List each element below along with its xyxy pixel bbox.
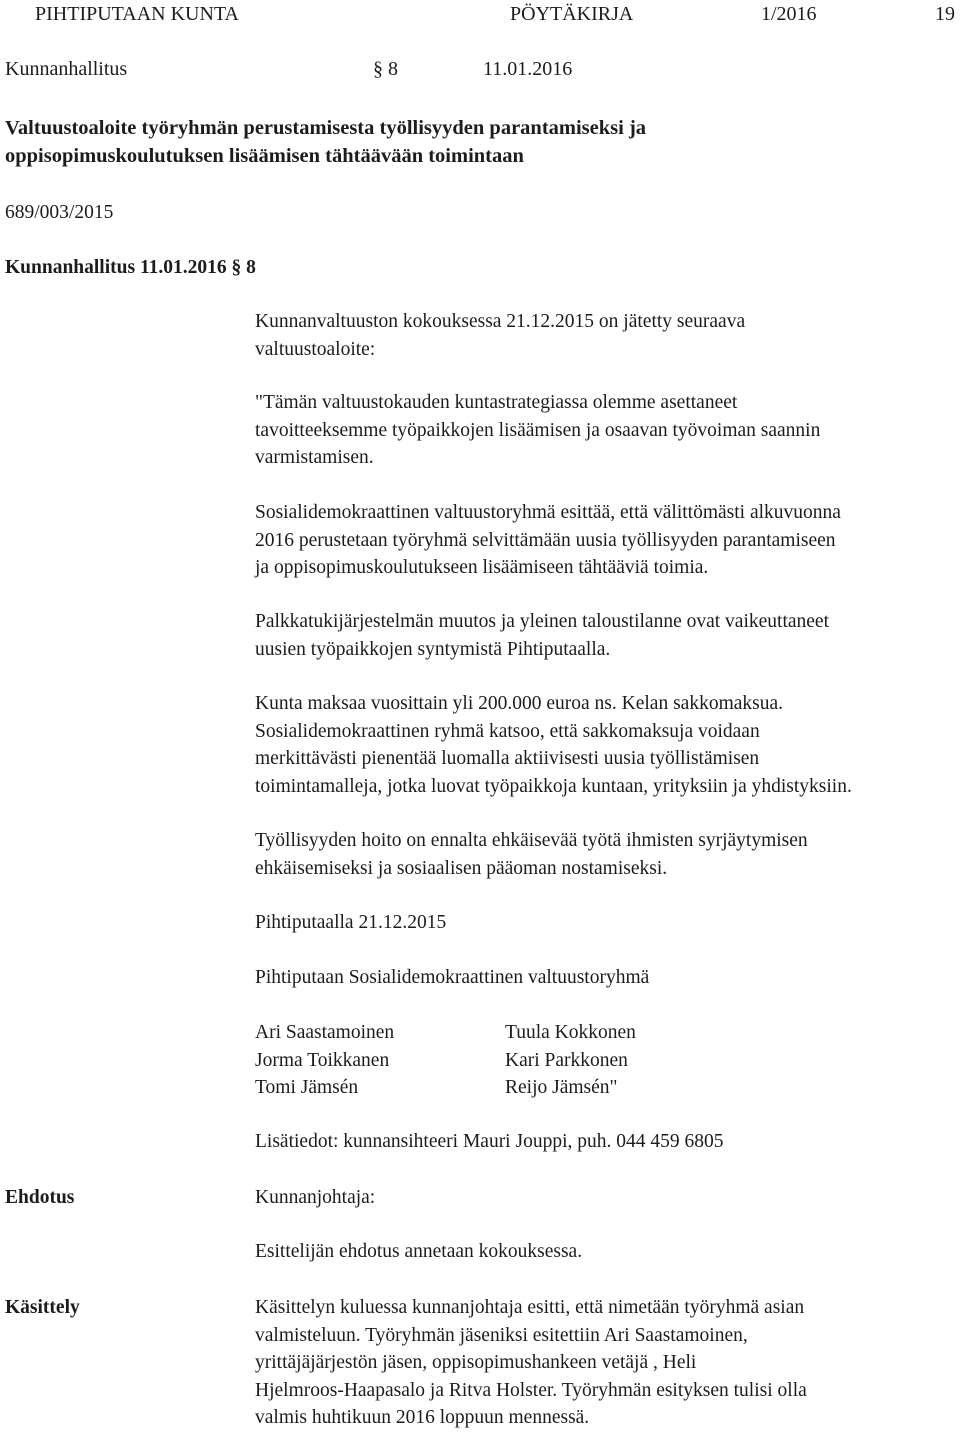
place-date: Pihtiputaalla 21.12.2015: [255, 912, 447, 933]
text-line: "Tämän valtuustokauden kuntastrategiassa olemme asettaneet: [255, 392, 738, 413]
text-line: Kunta maksaa vuosittain yli 200.000 euroa ns. Kelan sakkomaksua.: [255, 693, 784, 714]
quote-paragraph-3: [255, 608, 955, 663]
signer-name: Reijo Jämsén": [505, 1077, 618, 1098]
text-line: Työllisyyden hoito on ennalta ehkäisevää työtä ihmisten syrjäytymisen: [255, 830, 808, 851]
signers-right: [505, 1019, 805, 1102]
signer-name: Tuula Kokkonen: [505, 1022, 636, 1043]
quote-paragraph-2: [255, 499, 955, 582]
page-number: 19: [935, 3, 955, 25]
diary-number: 689/003/2015: [5, 202, 114, 223]
text-line: 2016 perustetaan työryhmä selvittämään uusia työllisyyden parantamiseen: [255, 529, 836, 551]
header-date: 11.01.2016: [483, 58, 573, 80]
text-line: Kunnanvaltuuston kokouksessa 21.12.2015 on jätetty seuraava: [255, 311, 746, 332]
text-line: Käsittelyn kuluessa kunnanjohtaja esitti, että nimetään työryhmä asian: [255, 1297, 805, 1318]
text-line: tavoitteeksemme työpaikkojen lisäämisen ja osaavan työvoiman saannin: [255, 419, 821, 441]
document-number: 1/2016: [761, 3, 817, 25]
text-line: toimintamalleja, jotka luovat työpaikkoja kuntaan, yrityksiin ja yhdistyksiin.: [255, 775, 852, 797]
text-line: valmis huhtikuun 2016 loppuun mennessä.: [255, 1407, 590, 1428]
header-section: § 8: [373, 58, 398, 80]
text-line: valmisteluun. Työryhmän jäseniksi esitettiin Ari Saastamoinen,: [255, 1324, 748, 1346]
text-line: Hjelmroos-Haapasalo ja Ritva Holster. Työryhmän esityksen tulisi olla: [255, 1379, 807, 1401]
signing-group: Pihtiputaan Sosialidemokraattinen valtuustoryhmä: [255, 967, 650, 988]
text-line: valtuustoaloite:: [255, 338, 376, 360]
text-line: Sosialidemokraattinen valtuustoryhmä esittää, että välittömästi alkuvuonna: [255, 502, 841, 523]
intro-paragraph: [255, 308, 955, 363]
proposal-by: Kunnanjohtaja:: [255, 1187, 376, 1208]
quote-paragraph-5: [255, 827, 955, 882]
header-body: Kunnanhallitus: [5, 58, 128, 80]
signer-name: Jorma Toikkanen: [255, 1049, 390, 1071]
document-title-line-1: Valtuustoaloite työryhmän perustamisesta työllisyyden parantamiseksi ja: [5, 117, 647, 139]
meeting-reference: Kunnanhallitus 11.01.2016 § 8: [5, 257, 256, 278]
text-line: varmistamisen.: [255, 447, 374, 468]
text-line: ja oppisopimuskoulutukseen lisäämiseen tähtääviä toimia.: [255, 557, 709, 578]
document-title-line-2: oppisopimuskoulutuksen lisäämisen tähtäävään toimintaan: [5, 145, 524, 167]
document-type: PÖYTÄKIRJA: [510, 3, 634, 25]
proposal-text: Esittelijän ehdotus annetaan kokouksessa.: [255, 1241, 583, 1262]
signer-name: Ari Saastamoinen: [255, 1022, 395, 1043]
text-line: Palkkatukijärjestelmän muutos ja yleinen taloustilanne ovat vaikeuttaneet: [255, 611, 830, 632]
contact-info: Lisätiedot: kunnansihteeri Mauri Jouppi, puh. 044 459 6805: [255, 1131, 724, 1152]
text-line: ehkäisemiseksi ja sosiaalisen pääoman nostamiseksi.: [255, 857, 668, 879]
municipality-name: PIHTIPUTAAN KUNTA: [35, 3, 240, 25]
quote-paragraph-1: [255, 389, 955, 472]
quote-paragraph-4: [255, 690, 955, 800]
text-line: yrittäjäjärjestön jäsen, oppisopimushankeen vetäjä , Heli: [255, 1352, 697, 1373]
proposal-label: Ehdotus: [5, 1187, 75, 1208]
text-line: uusien työpaikkojen syntymistä Pihtiputaalla.: [255, 638, 611, 660]
handling-text: [255, 1294, 955, 1432]
signer-name: Tomi Jämsén: [255, 1077, 359, 1098]
text-line: Sosialidemokraattinen ryhmä katsoo, että sakkomaksuja voidaan: [255, 720, 760, 742]
signer-name: Kari Parkkonen: [505, 1049, 628, 1071]
text-line: merkittävästi pienentää luomalla aktiivisesti uusia työllistämisen: [255, 748, 760, 769]
signers-left: [255, 1019, 495, 1102]
handling-label: Käsittely: [5, 1297, 80, 1318]
